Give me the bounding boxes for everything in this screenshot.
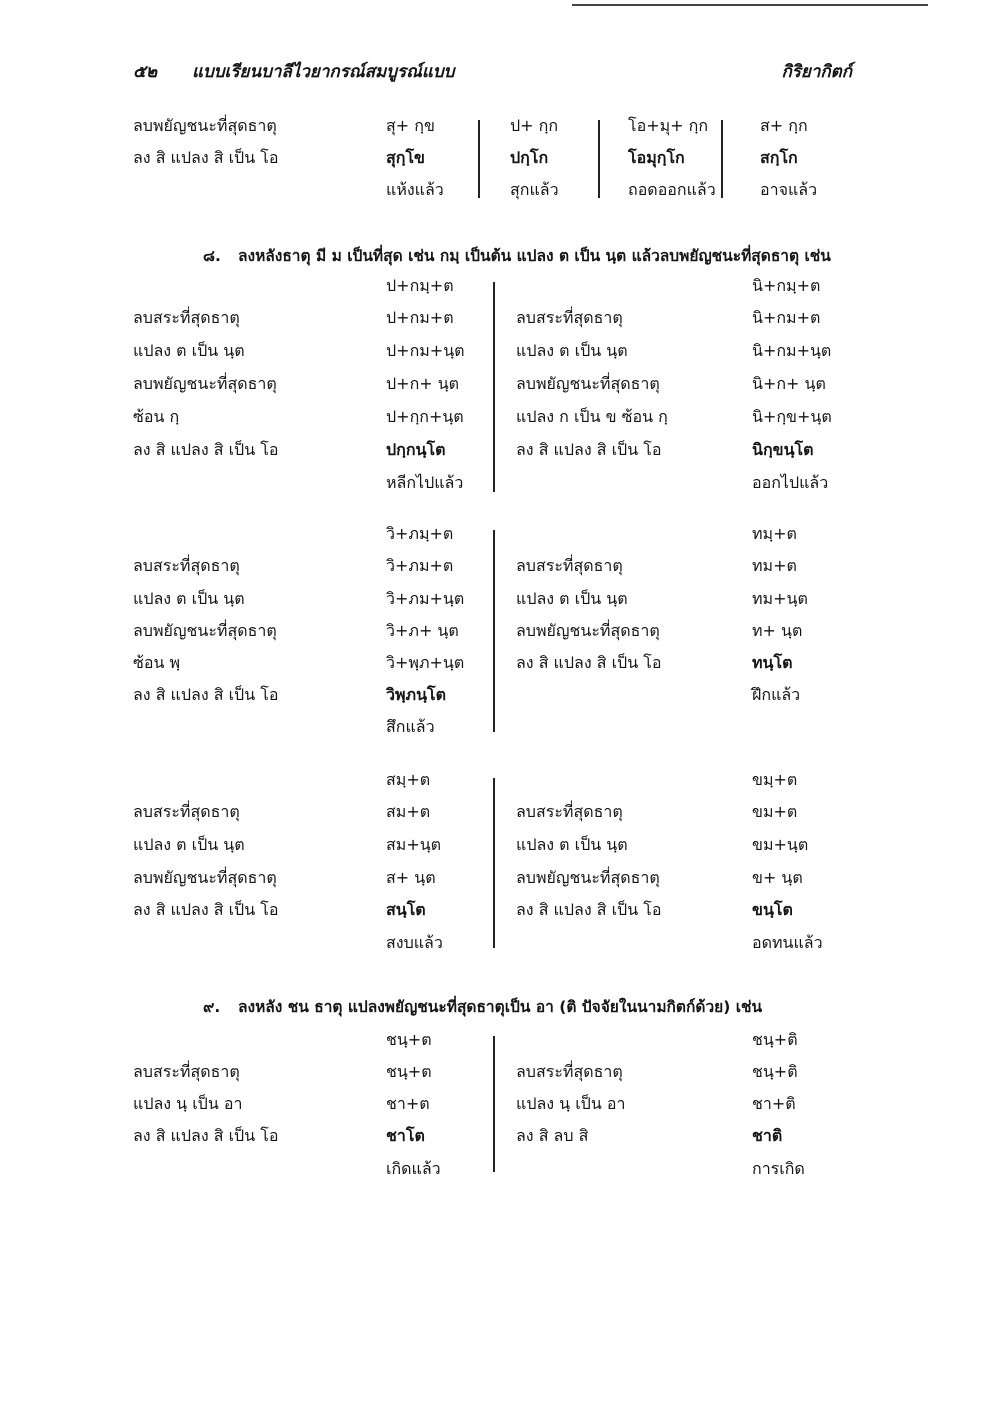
step-label: ลง สิ ลบ สิ [516, 1126, 589, 1145]
step-label: แปลง ก เป็น ข ซ้อน กฺ [516, 407, 668, 426]
table-row [0, 403, 1000, 431]
section-title: ลงหลัง ชน ธาตุ แปลงพยัญชนะที่สุดธาตุเป็น อา (ติ ปัจจัยในนามกิตก์ด้วย) เช่น [238, 998, 763, 1016]
step-label: ลบพยัญชนะที่สุดธาตุ [516, 868, 660, 887]
chapter-title: กิริยากิตก์ [781, 62, 852, 82]
column-divider [721, 120, 723, 198]
column-divider [493, 778, 495, 948]
section-number: ๙. [203, 998, 221, 1016]
base-form: ทมฺ+ต [752, 524, 797, 543]
meaning: สงบแล้ว [386, 933, 443, 952]
top-rule [572, 4, 928, 6]
step-form: ทม+นฺต [752, 589, 808, 608]
result-form: ชาติ [752, 1126, 783, 1145]
table-row [0, 831, 1000, 859]
step-label: ลบสระที่สุดธาตุ [133, 802, 240, 821]
step-form: วิ+ภม+นฺต [386, 589, 465, 608]
step-label: ลง สิ แปลง สิ เป็น โอ [133, 1126, 279, 1145]
result-form: นิกฺขนฺโต [752, 440, 814, 459]
step-form: ป+กฺก+นฺต [386, 407, 464, 426]
table-row [0, 370, 1000, 398]
column-divider [598, 120, 600, 198]
table-row [0, 1090, 1000, 1118]
table-row [0, 585, 1000, 613]
step-form: ชา+ติ [752, 1094, 796, 1113]
step-label: แปลง ต เป็น นฺต [516, 589, 628, 608]
step-label: ลบสระที่สุดธาตุ [516, 802, 623, 821]
step-form: นิ+กฺข+นฺต [752, 407, 832, 426]
table-row [0, 272, 1000, 300]
step-label: ลบพยัญชนะที่สุดธาตุ [133, 621, 277, 640]
form-cell: ส+ กฺก [760, 116, 808, 135]
step-form: ท+ นฺต [752, 621, 803, 640]
step-form: ชนฺ+ต [386, 1062, 432, 1081]
meaning: แห้งแล้ว [386, 180, 444, 199]
step-label: ลง สิ แปลง สิ เป็น โอ [133, 685, 279, 704]
column-divider [493, 282, 495, 492]
table-row [0, 617, 1000, 645]
step-form: ป+กม+ต [386, 308, 454, 327]
table-row [0, 552, 1000, 580]
step-label: ลง สิ แปลง สิ เป็น โอ [133, 900, 279, 919]
table-row [0, 1058, 1000, 1086]
step-label: ลบพยัญชนะที่สุดธาตุ [516, 374, 660, 393]
step-label: ลบสระที่สุดธาตุ [516, 1062, 623, 1081]
step-form: ป+กม+นฺต [386, 341, 465, 360]
step-label: ลบสระที่สุดธาตุ [133, 308, 240, 327]
table-row [0, 337, 1000, 365]
result-form: ทนฺโต [752, 653, 793, 672]
table-row [0, 176, 1000, 204]
table-row [0, 929, 1000, 957]
result-form: ปกฺโก [510, 148, 549, 167]
result-form: ขนฺโต [752, 900, 793, 919]
step-label: แปลง ต เป็น นฺต [133, 589, 245, 608]
meaning: ถอดออกแล้ว [628, 180, 716, 199]
table-row [0, 469, 1000, 497]
meaning: หลีกไปแล้ว [386, 473, 464, 492]
table-row [0, 681, 1000, 709]
base-form: ชนฺ+ติ [752, 1030, 798, 1049]
step-form: ขม+นฺต [752, 835, 809, 854]
step-form: วิ+ภ+ นฺต [386, 621, 459, 640]
meaning: สึกแล้ว [386, 717, 435, 736]
base-form: วิ+ภมฺ+ต [386, 524, 454, 543]
table-row [0, 520, 1000, 548]
meaning: ออกไปแล้ว [752, 473, 829, 492]
meaning: การเกิด [752, 1159, 805, 1178]
step-form: ชนฺ+ติ [752, 1062, 798, 1081]
result-form: สกฺโก [760, 148, 798, 167]
form-cell: สุ+ กฺข [386, 116, 435, 135]
table-row [0, 436, 1000, 464]
result-form: ปกฺกนฺโต [386, 440, 446, 459]
base-form: นิ+กมฺ+ต [752, 276, 821, 295]
meaning: ฝึกแล้ว [752, 685, 801, 704]
meaning: อาจแล้ว [760, 180, 818, 199]
table-row [0, 864, 1000, 892]
table-row [0, 649, 1000, 677]
step-form: ขม+ต [752, 802, 798, 821]
step-label: ลบพยัญชนะที่สุดธาตุ [133, 116, 277, 135]
table-row [0, 1122, 1000, 1150]
step-label: แปลง ต เป็น นฺต [133, 835, 245, 854]
step-label: ซ้อน พฺ [133, 653, 181, 672]
page-header [0, 58, 1000, 88]
step-form: สม+ต [386, 802, 431, 821]
column-divider [493, 1036, 495, 1172]
step-label: แปลง ต เป็น นฺต [516, 835, 628, 854]
step-label: แปลง ต เป็น นฺต [516, 341, 628, 360]
step-form: ส+ นฺต [386, 868, 436, 887]
table-row [0, 1155, 1000, 1183]
section-title: ลงหลังธาตุ มี ม เป็นที่สุด เช่น กมฺ เป็นต้น แปลง ต เป็น นฺต แล้วลบพยัญชนะที่สุดธาตุ เช่น [238, 247, 831, 265]
step-form: วิ+พฺภ+นฺต [386, 653, 465, 672]
step-form: นิ+กม+ต [752, 308, 821, 327]
table-row [0, 766, 1000, 794]
table-row [0, 896, 1000, 924]
step-form: นิ+ก+ นฺต [752, 374, 826, 393]
step-label: ลง สิ แปลง สิ เป็น โอ [516, 900, 662, 919]
column-divider [478, 120, 480, 198]
base-form: ชนฺ+ต [386, 1030, 432, 1049]
step-label: ลบพยัญชนะที่สุดธาตุ [133, 868, 277, 887]
column-divider [493, 530, 495, 732]
result-form: สุกฺโข [386, 148, 425, 167]
table-row [0, 798, 1000, 826]
table-row [0, 713, 1000, 741]
table-row [0, 112, 1000, 140]
base-form: ขมฺ+ต [752, 770, 798, 789]
step-label: ลบสระที่สุดธาตุ [133, 1062, 240, 1081]
step-label: ลง สิ แปลง สิ เป็น โอ [133, 148, 279, 167]
form-cell: โอ+มุ+ กฺก [628, 116, 709, 135]
result-form: โอมุกฺโก [628, 148, 685, 167]
book-title: แบบเรียนบาลีไวยากรณ์สมบูรณ์แบบ [192, 62, 455, 82]
step-label: ลง สิ แปลง สิ เป็น โอ [516, 653, 662, 672]
step-form: นิ+กม+นฺต [752, 341, 832, 360]
step-label: ซ้อน กฺ [133, 407, 180, 426]
step-form: ข+ นฺต [752, 868, 803, 887]
section-number: ๘. [203, 247, 221, 265]
step-label: แปลง นฺ เป็น อา [133, 1094, 243, 1113]
meaning: สุกแล้ว [510, 180, 559, 199]
step-form: ป+ก+ นฺต [386, 374, 460, 393]
step-label: ลง สิ แปลง สิ เป็น โอ [516, 440, 662, 459]
result-form: สนฺโต [386, 900, 426, 919]
meaning: อดทนแล้ว [752, 933, 823, 952]
page-number: ๕๒ [133, 62, 158, 82]
step-label: ลบพยัญชนะที่สุดธาตุ [133, 374, 277, 393]
step-form: ทม+ต [752, 556, 797, 575]
table-row [0, 1026, 1000, 1054]
step-label: ลง สิ แปลง สิ เป็น โอ [133, 440, 279, 459]
step-label: แปลง นฺ เป็น อา [516, 1094, 626, 1113]
table-row [0, 144, 1000, 172]
step-label: ลบสระที่สุดธาตุ [133, 556, 240, 575]
table-row [0, 304, 1000, 332]
form-cell: ป+ กฺก [510, 116, 559, 135]
step-label: ลบสระที่สุดธาตุ [516, 556, 623, 575]
step-label: ลบสระที่สุดธาตุ [516, 308, 623, 327]
base-form: สมฺ+ต [386, 770, 431, 789]
step-form: สม+นฺต [386, 835, 442, 854]
step-label: แปลง ต เป็น นฺต [133, 341, 245, 360]
meaning: เกิดแล้ว [386, 1159, 441, 1178]
step-label: ลบพยัญชนะที่สุดธาตุ [516, 621, 660, 640]
step-form: ชา+ต [386, 1094, 430, 1113]
result-form: ชาโต [386, 1126, 425, 1145]
result-form: วิพฺภนฺโต [386, 685, 446, 704]
base-form: ป+กมฺ+ต [386, 276, 454, 295]
step-form: วิ+ภม+ต [386, 556, 454, 575]
